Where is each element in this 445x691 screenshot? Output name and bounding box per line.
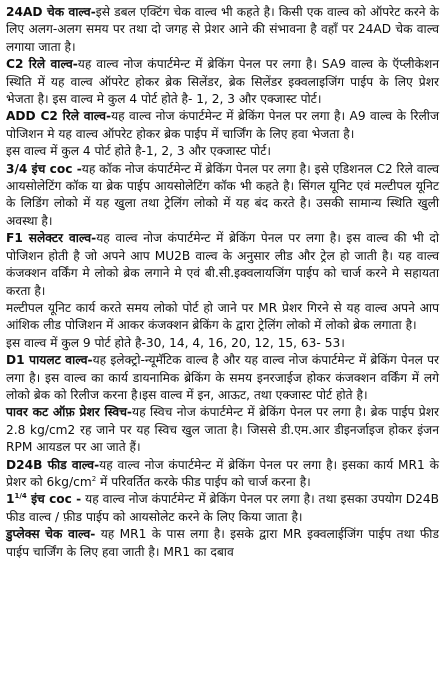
section-body: यह इलेक्ट्रो-न्यूमॅटिक वाल्व है और यह वाल्व नोज कंपार्टमेन्ट में ब्रेकिंग पेनल पर लगा है। इस वाल्व का कार्य डायनामिक ब्रेकिंग के समय इनरजाईज होकर कंजक्शन वर्किंग में लगे लोको ब्रेक को रिलीज करना है।इस वाल्व में इन, आऊट, तथा एक्जास्ट पोर्ट होते है। xyxy=(6,353,439,402)
heading-fraction: 1/4 xyxy=(14,492,27,501)
section-heading xyxy=(6,492,81,506)
section-24ad-check-valve xyxy=(6,4,439,56)
section-heading: 24AD चेक वाल्व- xyxy=(6,5,96,19)
section-body: यह स्विच नोज कंपार्टमेन्ट में ब्रेकिंग पेनल पर लगा है। ब्रेक पाईप प्रेशर 2.8 kg/cm2 रह जाने पर यह स्विच खुल जाता है। जिससे डी.एम.आर डीइनर्जाइज होकर इंजन RPM आयडल पर आ जाते हैं। xyxy=(6,405,440,455)
section-heading: D1 पायलट वाल्व- xyxy=(6,353,93,368)
section-power-cut-off-pressure-switch xyxy=(6,404,439,456)
section-d24b-feed-valve xyxy=(6,457,439,492)
section-body: यह वाल्व नोज कंपार्टमेन्ट में ब्रेकिंग पेनल पर लगा है। A9 वाल्व के रिलीज पोजिशन मे यह वाल्व ऑपरेट होकर ब्रेक पाईप में चार्जिंग के लिए हवा भेजता है। xyxy=(6,109,439,141)
section-duplex-check-valve xyxy=(6,526,439,561)
section-paragraph: मल्टीपल यूनिट कार्य करते समय लोको पोर्ट हो जाने पर MR प्रेशर गिरने से यह वाल्व अपने आप आंशिक लीड पोजिशन में आकर कंजक्शन ब्रेकिंग के द्वारा ट्रेलिंग लोको में लोको ब्रेक लगाता है। xyxy=(6,300,439,333)
section-d1-pilot-valve xyxy=(6,352,439,404)
section-paragraph: इस वाल्व में कुल 4 पोर्ट होते है-1, 2, 3 और एक्जास्ट पोर्ट। xyxy=(6,144,272,159)
section-heading: 3/4 इंच coc - xyxy=(6,161,82,176)
section-heading: डुप्लेक्स चेक वाल्व- xyxy=(6,527,96,542)
section-body: यह MR1 के पास लगा है। इसके द्वारा MR इक्वलाईजिंग पाईप तथा फीड पाईप चार्जिंग के लिए हवा जाती है। MR1 का दबाव xyxy=(6,527,439,559)
section-heading: ADD C2 रिले वाल्व- xyxy=(6,109,112,124)
section-body: यह कॉक नोज कंपार्टमेन्ट में ब्रेकिंग पेनल पर लगा है। इसे एडिशनल C2 रिले वाल्व आयसोलेटिंग कॉक या ब्रेक पाईप आयसोलेटिंग कॉक भी कहते है। सिंगल यूनिट एवं मल्टीपल यूनिट के लिडिंग लोको में यह खुला तथा ट्रेलिंग लोको में यह बंद करते है। उसकी सामान्य स्थिति खुली अवस्था है। xyxy=(6,161,439,228)
section-paragraph: इस वाल्व में कुल 9 पोर्ट होते है-30, 14, 4, 16, 20, 12, 15, 63- 53। xyxy=(6,335,345,350)
section-add-c2-relay-valve xyxy=(6,108,439,143)
section-body: यह वाल्व नोज कंपार्टमेन्ट में ब्रेकिंग पेनल पर लगा है। तथा इसका उपयोग D24B फीड वाल्व / फ़ीड पाईप को आयसोलेट करने के लिए किया जाता है। xyxy=(6,492,439,524)
section-body: यह वाल्व नोज कंपार्टमेन्ट में ब्रेकिंग पेनल पर लगा है। इस वाल्व की भी दो पोजिशन होती है जो अपने आप MU2B वाल्व के अनुसार लीड और ट्रेल हो जाती है। यह वाल्व कंजक्शन वर्किंग मे लोको ब्रेक लगाने मे एवं बी.सी.इक्वलायजिंग पाईप को चार्ज करने मे सहायता करता है। xyxy=(6,231,439,298)
section-heading: D24B फीड वाल्व- xyxy=(6,457,100,472)
section-body: इसे डबल एक्टिंग चेक वाल्व भी कहते है। किसी एक वाल्व को ऑपरेट करने के लिए अलग-अलग समय पर तथा दो जगह से प्रेशर आने की संभावना है वहाँ पर 24AD चेक वाल्व लगाया जाता है। xyxy=(6,5,439,54)
section-heading: C2 रिले वाल्व- xyxy=(6,57,78,72)
section-body: यह वाल्व नोज कंपार्टमेन्ट में ब्रेकिंग पेनल पर लगा है। इसका कार्य MR1 के प्रेशर को 6kg/cm xyxy=(6,457,439,489)
heading-number: 1 xyxy=(6,492,15,507)
section-body: यह वाल्व नोज कंपार्टमेन्ट में ब्रेकिंग पेनल पर लगा है। SA9 वाल्व के ऍप्लीकेशन स्थिति में यह वाल्व ऑपरेट होकर ब्रेक सिलेंडर, ब्रेक सिलेंडर इक्वलाइजिंग पाईप के लिए प्रेशर भेजता है। इस वाल्व मे कुल 4 पोर्ट होते है- 1, 2, 3 और एक्जास्ट पोर्ट। xyxy=(6,57,439,107)
section-three-quarter-inch-coc xyxy=(6,161,439,231)
superscript: 2 xyxy=(91,474,97,483)
section-heading: F1 सलेक्टर वाल्व- xyxy=(6,231,97,246)
section-one-quarter-inch-coc xyxy=(6,491,439,526)
section-body-continued: में परिवर्तित करके फीड पाईप को चार्ज करना है। xyxy=(96,474,311,489)
section-f1-selector-valve xyxy=(6,230,439,300)
section-c2-relay-valve xyxy=(6,56,439,108)
heading-text: इंच coc - xyxy=(26,492,82,507)
section-heading: पावर कट ऑफ़ प्रेशर स्विच- xyxy=(6,405,132,420)
